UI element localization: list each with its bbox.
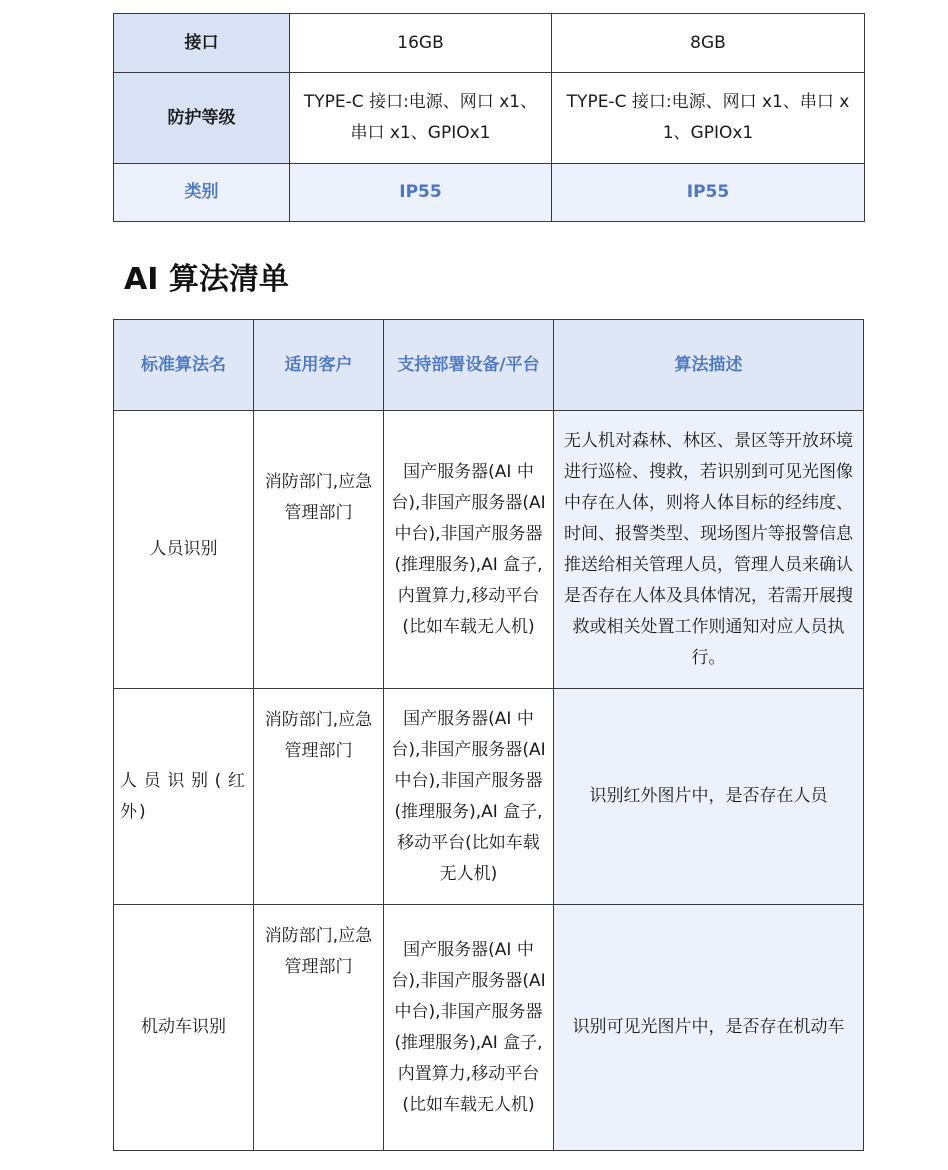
column-header-platform: 支持部署设备/平台	[384, 320, 554, 411]
description-cell: 识别红外图片中，是否存在人员	[554, 689, 864, 905]
spec-label: 防护等级	[114, 73, 290, 164]
algorithm-name: 人员识别	[114, 411, 254, 689]
customer-cell	[254, 905, 384, 1151]
description-cell: 识别可见光图片中，是否存在机动车	[554, 905, 864, 1151]
customer-text: 消防部门,应急管理部门	[264, 710, 373, 761]
customer-cell	[254, 411, 384, 689]
platform-cell: 国产服务器(AI 中台),非国产服务器(AI 中台),非国产服务器(推理服务),AI 盒子,内置算力,移动平台(比如车载无人机)	[384, 411, 554, 689]
spec-label: 类别	[114, 164, 290, 222]
customer-text: 消防部门,应急管理部门	[264, 926, 373, 977]
table-row	[114, 689, 864, 905]
column-header-customer: 适用客户	[254, 320, 384, 411]
spec-value: IP55	[552, 164, 865, 222]
customer-text: 消防部门,应急管理部门	[264, 472, 373, 523]
column-header-description: 算法描述	[554, 320, 864, 411]
platform-cell: 国产服务器(AI 中台),非国产服务器(AI 中台),非国产服务器(推理服务),AI 盒子,内置算力,移动平台(比如车载无人机)	[384, 905, 554, 1151]
spec-value: IP55	[290, 164, 552, 222]
section-title: AI 算法清单	[124, 262, 289, 297]
spec-value: TYPE-C 接口:电源、网口 x1、串口 x1、GPIOx1	[290, 73, 552, 164]
spec-row-interface	[114, 14, 865, 73]
algorithm-name: 机动车识别	[114, 905, 254, 1151]
spec-row-protection	[114, 73, 865, 164]
table-header-row	[114, 320, 864, 411]
platform-cell: 国产服务器(AI 中台),非国产服务器(AI 中台),非国产服务器(推理服务),AI 盒子,移动平台(比如车载无人机)	[384, 689, 554, 905]
algorithm-name: 人员识别(红外)	[114, 689, 254, 905]
spec-value: 8GB	[552, 14, 865, 73]
algorithm-table	[113, 319, 864, 1151]
spec-table	[113, 13, 865, 222]
spec-label: 接口	[114, 14, 290, 73]
table-row	[114, 411, 864, 689]
column-header-name: 标准算法名	[114, 320, 254, 411]
description-cell: 无人机对森林、林区、景区等开放环境进行巡检、搜救，若识别到可见光图像中存在人体，则将人体目标的经纬度、时间、报警类型、现场图片等报警信息推送给相关管理人员，管理人员来确认是否存在人体及具体情况，若需开展搜救或相关处置工作则通知对应人员执行。	[554, 411, 864, 689]
spec-row-category	[114, 164, 865, 222]
spec-value: TYPE-C 接口:电源、网口 x1、串口 x1、GPIOx1	[552, 73, 865, 164]
spec-value: 16GB	[290, 14, 552, 73]
table-row	[114, 905, 864, 1151]
customer-cell	[254, 689, 384, 905]
